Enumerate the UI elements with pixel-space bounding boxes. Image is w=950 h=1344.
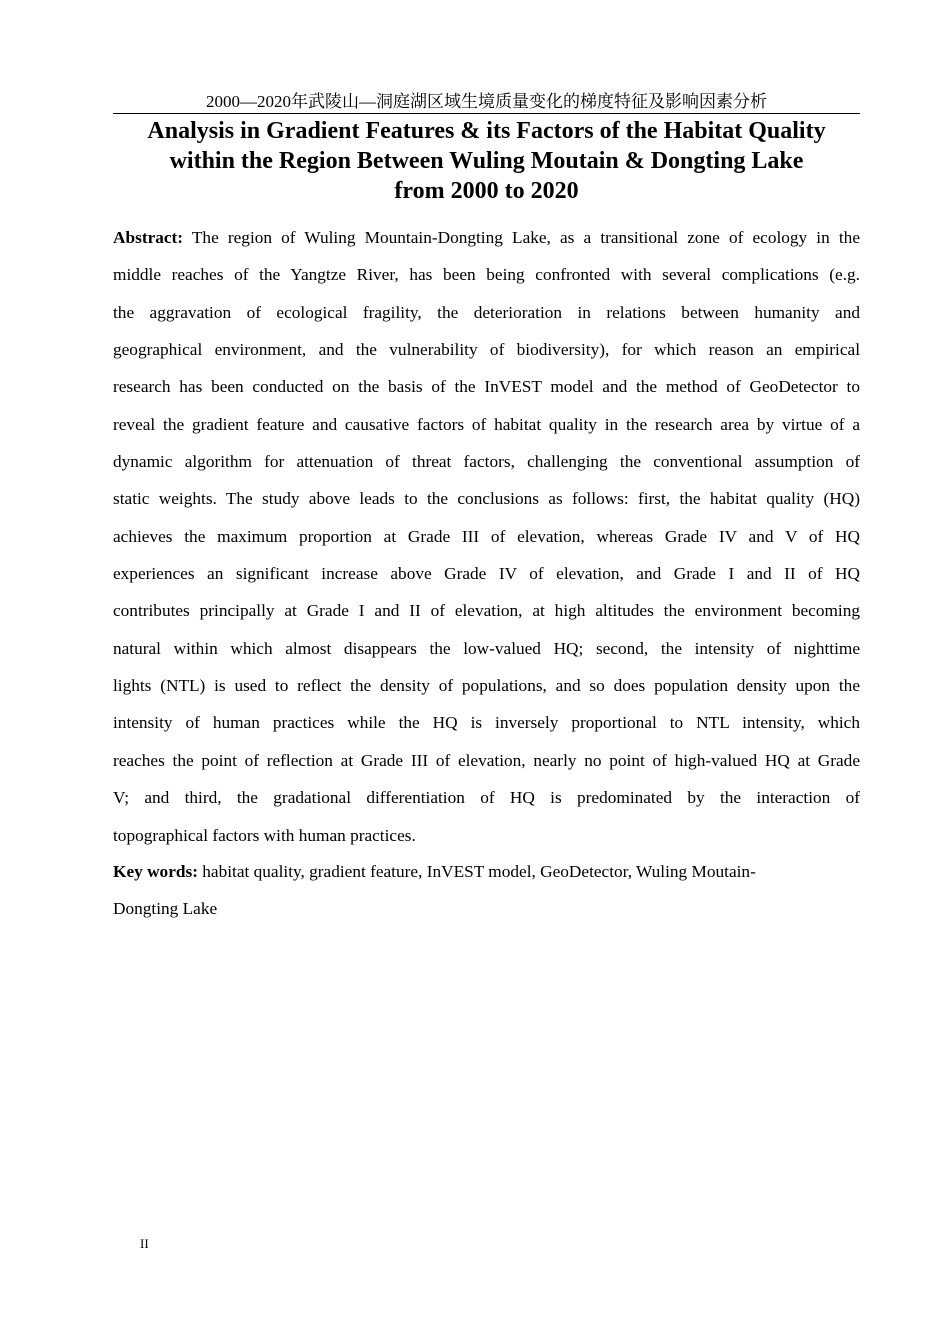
keywords	[113, 860, 860, 935]
title-line: Analysis in Gradient Features & its Factors of the Habitat Quality	[147, 118, 826, 144]
keywords-text: habitat quality, gradient feature, InVEST model, GeoDetector, Wuling Moutain-	[197, 862, 756, 881]
title-line: within the Region Between Wuling Moutain & Dongting Lake	[169, 148, 804, 174]
abstract-line: reveal the gradient feature and causative factors of habitat quality in the research area by virtue of a	[113, 414, 860, 434]
abstract-line: lights (NTL) is used to reflect the density of populations, and so does population density upon the	[113, 676, 860, 696]
abstract-line	[113, 226, 860, 263]
abstract-line: dynamic algorithm for attenuation of threat factors, challenging the conventional assumption of	[113, 452, 860, 472]
keywords-line: Dongting Lake	[113, 899, 218, 919]
page-number: II	[140, 1236, 149, 1251]
abstract	[113, 226, 860, 861]
abstract-line: V; and third, the gradational differentiation of HQ is predominated by the interaction of	[113, 788, 860, 808]
abstract-label: Abstract:	[113, 228, 184, 247]
abstract-line: topographical factors with human practices.	[113, 825, 416, 845]
abstract-line: reaches the point of reflection at Grade III of elevation, nearly no point of high-valued HQ at Grade	[113, 750, 860, 770]
abstract-line: the aggravation of ecological fragility, the deterioration in relations between humanity and	[113, 302, 860, 322]
keywords-label: Key words:	[113, 862, 198, 881]
abstract-line: static weights. The study above leads to the conclusions as follows: first, the habitat quality (HQ)	[113, 489, 860, 509]
abstract-line: research has been conducted on the basis of the InVEST model and the method of GeoDetector to	[113, 377, 860, 397]
abstract-line: experiences an significant increase above Grade IV of elevation, and Grade I and II of HQ	[113, 564, 860, 584]
abstract-line: contributes principally at Grade I and II of elevation, at high altitudes the environment becoming	[113, 601, 860, 621]
abstract-line: geographical environment, and the vulnerability of biodiversity), for which reason an empirical	[113, 340, 860, 360]
abstract-line: achieves the maximum proportion at Grade III of elevation, whereas Grade IV and V of HQ	[113, 526, 860, 546]
keywords-line	[113, 860, 860, 897]
abstract-line: middle reaches of the Yangtze River, has been being confronted with several complications (e.g.	[113, 265, 860, 285]
abstract-line: natural within which almost disappears the low-valued HQ; second, the intensity of nighttime	[113, 638, 860, 658]
running-header: 2000—2020年武陵山—洞庭湖区域生境质量变化的梯度特征及影响因素分析	[113, 92, 860, 114]
abstract-line: intensity of human practices while the HQ is inversely proportional to NTL intensity, which	[113, 713, 860, 733]
paper-title	[113, 116, 860, 206]
title-line: from 2000 to 2020	[394, 178, 579, 204]
abstract-text: The region of Wuling Mountain-Dongting Lake, as a transitional zone of ecology in the	[183, 228, 860, 247]
